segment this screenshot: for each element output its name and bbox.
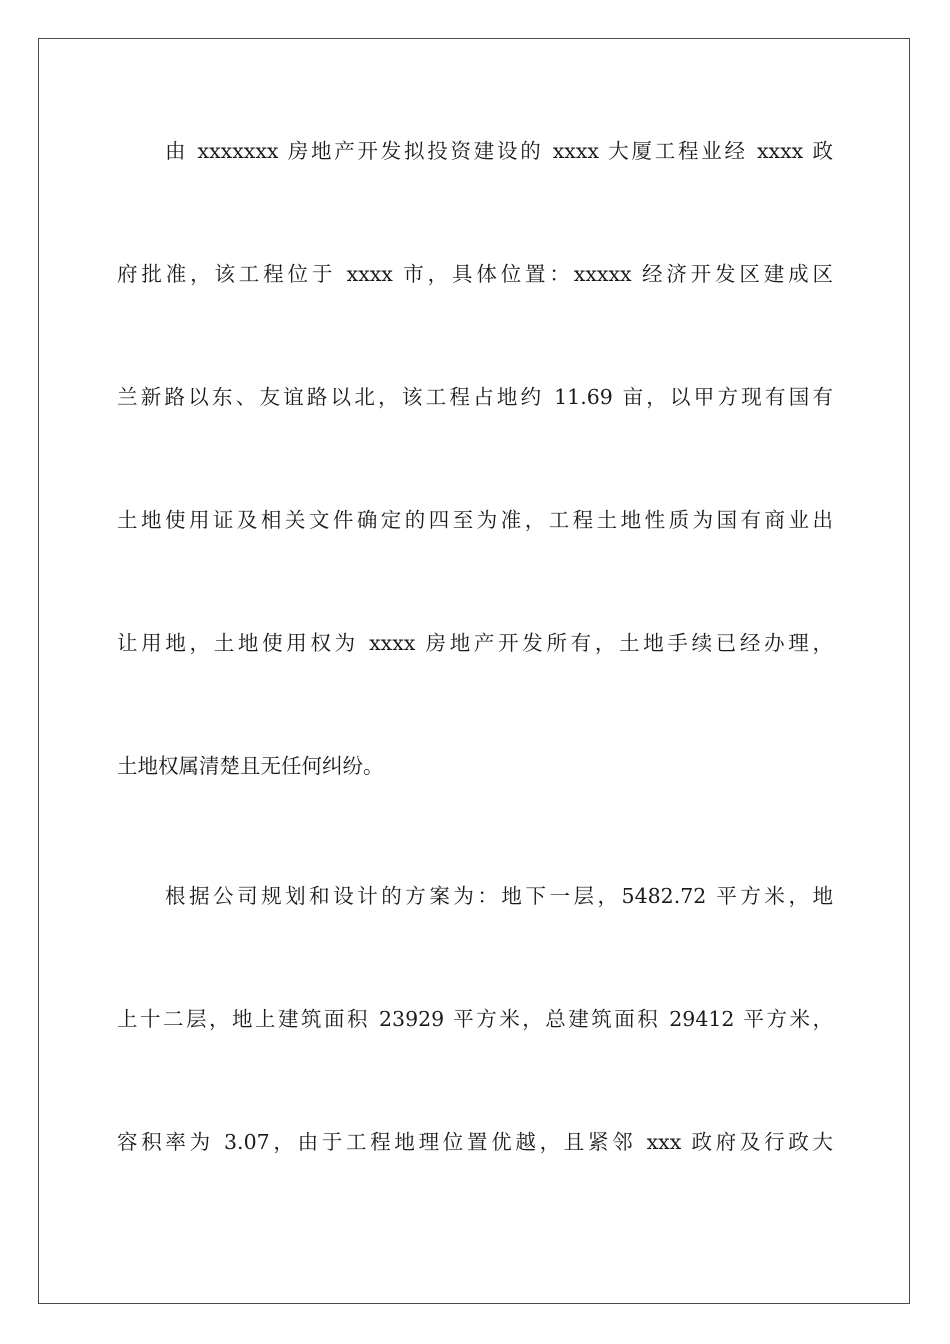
text-line: 土地使用证及相关文件确定的四至为准，工程土地性质为国有商业出 — [117, 508, 833, 532]
text-line: 上十二层，地上建筑面积 23929 平方米，总建筑面积 29412 平方米， — [117, 1007, 833, 1031]
text-line: 容积率为 3.07，由于工程地理位置优越，且紧邻 xxx 政府及行政大 — [117, 1130, 833, 1154]
text-line: 兰新路以东、友谊路以北，该工程占地约 11.69 亩，以甲方现有国有 — [117, 385, 833, 409]
text-line: 让用地，土地使用权为 xxxx 房地产开发所有，土地手续已经办理， — [117, 631, 833, 655]
page-border — [38, 38, 910, 1304]
text-line: 由 xxxxxxx 房地产开发拟投资建设的 xxxx 大厦工程业经 xxxx 政 — [165, 139, 833, 163]
text-line: 府批准，该工程位于 xxxx 市，具体位置：xxxxx 经济开发区建成区 — [117, 262, 833, 286]
text-line: 根据公司规划和设计的方案为：地下一层，5482.72 平方米，地 — [165, 884, 833, 908]
text-line: 土地权属清楚且无任何纠纷。 — [117, 754, 384, 778]
